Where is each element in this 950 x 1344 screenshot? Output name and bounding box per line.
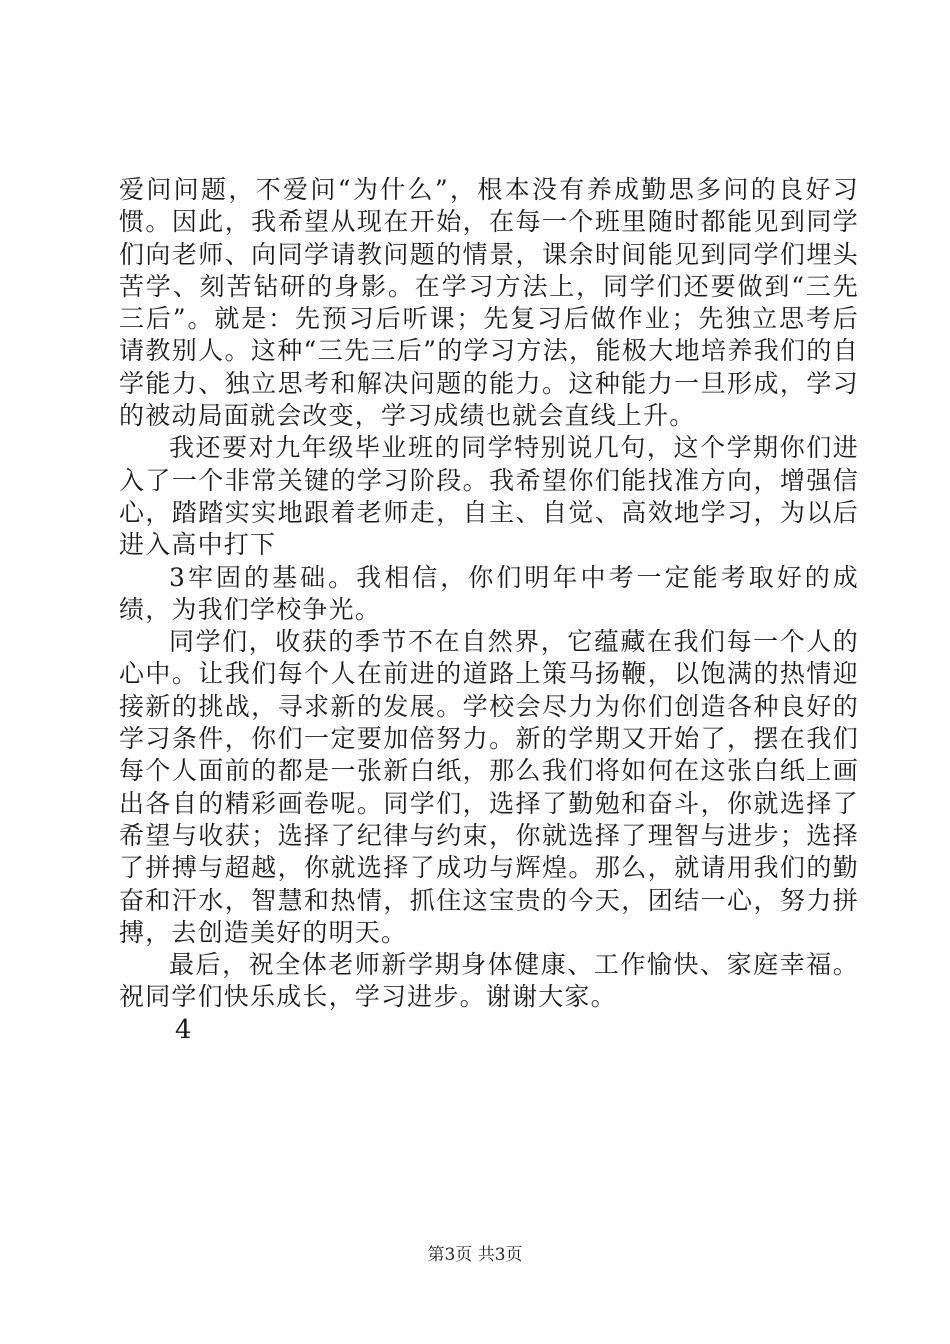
inline-page-number: 4: [175, 1014, 192, 1045]
page-footer: 第3页 共3页: [427, 1245, 523, 1265]
paragraph-grade-nine-continued: 3牢固的基础。我相信，你们明年中考一定能考取好的成绩，为我们学校争光。: [119, 562, 859, 624]
paragraph-study-habits: 爱问问题，不爱问“为什么”，根本没有养成勤思多问的良好习惯。因此，我希望从现在开始，在每一个班里随时都能见到同学们向老师、向同学请教问题的情景，课余时间能见到同学们埋头苦学、刻苦钻研的身影。在学习方法上，同学们还要做到“三先三后”。就是：先预习后听课；先复习后做作业；先独立思考后请教别人。这种“三先三后”的学习方法，能极大地培养我们的自学能力、独立思考和解决问题的能力。这种能力一旦形成，学习的被动局面就会改变，学习成绩也就会直线上升。: [119, 175, 859, 431]
document-body: [119, 174, 859, 1046]
paragraph-grade-nine: 我还要对九年级毕业班的同学特别说几句，这个学期你们进入了一个非常关键的学习阶段。我希望你们能找准方向，增强信心，踏踏实实地跟着老师走，自主、自觉、高效地学习，为以后进入高中打下: [119, 433, 859, 560]
paragraph-harvest-season: 同学们，收获的季节不在自然界，它蕴藏在我们每一个人的心中。让我们每个人在前进的道路上策马扬鞭，以饱满的热情迎接新的挑战，寻求新的发展。学校会尽力为你们创造各种良好的学习条件，你们一定要加倍努力。新的学期又开始了，摆在我们每个人面前的都是一张新白纸，那么我们将如何在这张白纸上画出各自的精彩画卷呢。同学们，选择了勤勉和奋斗，你就选择了希望与收获；选择了纪律与约束，你就选择了理智与进步；选择了拼搏与超越，你就选择了成功与辉煌。那么，就请用我们的勤奋和汗水，智慧和热情，抓住这宝贵的今天，团结一心，努力拼搏，去创造美好的明天。: [119, 627, 859, 947]
paragraph-closing-wishes: 最后，祝全体老师新学期身体健康、工作愉快、家庭幸福。祝同学们快乐成长，学习进步。谢谢大家。: [119, 950, 859, 1012]
